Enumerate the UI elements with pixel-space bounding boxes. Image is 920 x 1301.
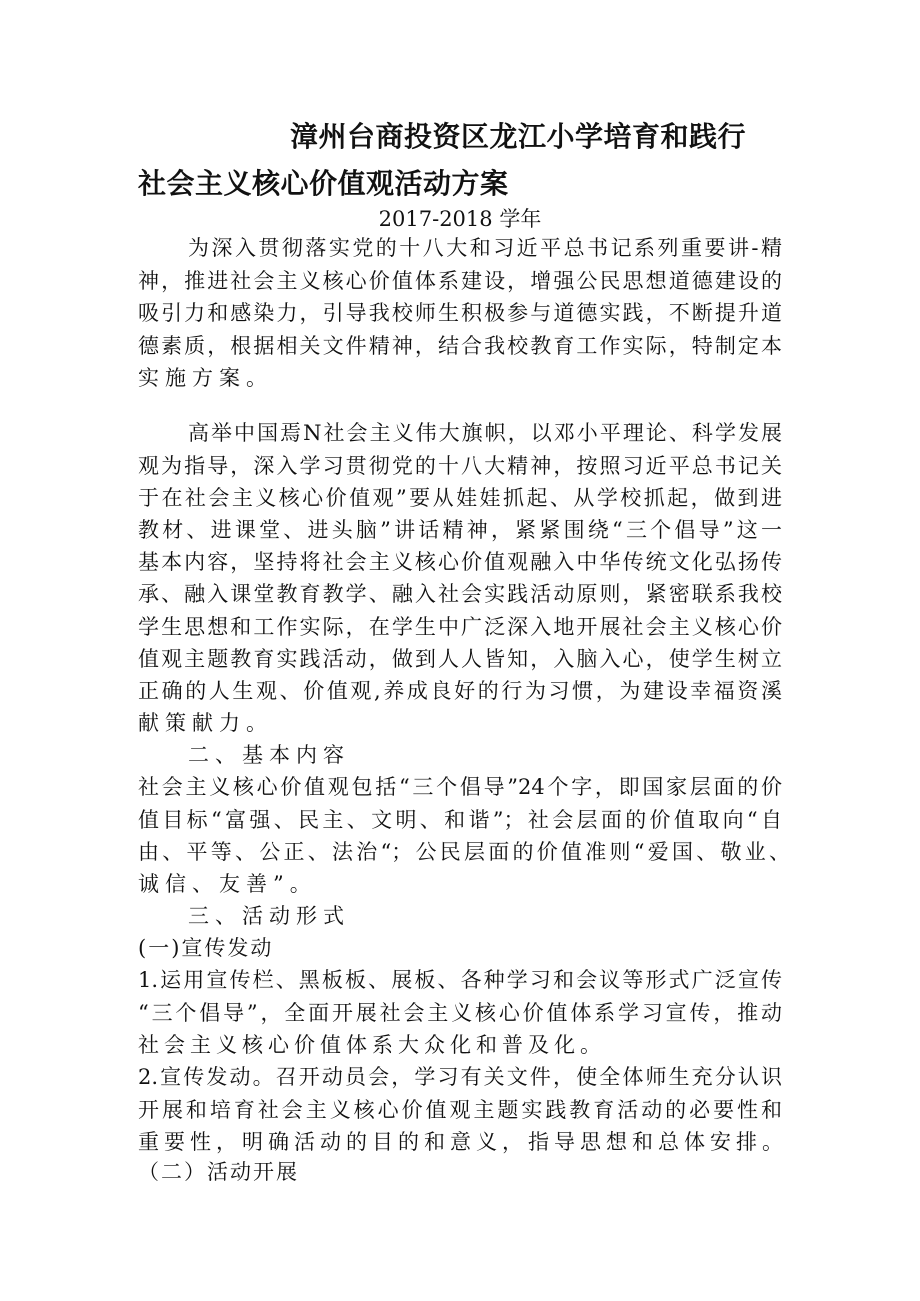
text-line: 教材、进课堂、进头脑”讲话精神，紧紧围绕“三个倡导”这一: [138, 518, 782, 542]
text-line: 献策献力。: [138, 711, 273, 735]
text-line: 于在社会主义核心价值观”要从娃娃抓起、从学校抓起，做到进: [138, 486, 782, 510]
text-line: 值目标“富强、民主、文明、和谐”；社会层面的价值取向“自: [138, 808, 782, 832]
text-line: 德素质，根据相关文件精神，结合我校教育工作实际，特制定本: [138, 334, 782, 358]
title-line-1: 漳州台商投资区龙江小学培育和践行: [290, 120, 747, 153]
text-line: “三个倡导”，全面开展社会主义核心价值体系学习宣传，推动: [138, 1001, 782, 1025]
text-line: 2.宣传发动。召开动员会，学习有关文件，使全体师生充分认识: [138, 1065, 782, 1089]
text-line: 社会主义核心价值观包括“三个倡导”24个字，即国家层面的价: [138, 775, 782, 799]
text-line: 由、平等、公正、法治“；公民层面的价值准则“爱国、敬业、: [138, 840, 790, 864]
text-line: 值观主题教育实践活动，做到人人皆知，入脑入心，使学生树立: [138, 647, 782, 671]
text-line: 重要性，明确活动的目的和意义，指导思想和总体安排。: [138, 1130, 788, 1154]
title-line-2: 社会主义核心价值观活动方案: [138, 167, 509, 200]
text-line: 实施方案。: [138, 366, 273, 390]
section-heading: 二、基本内容: [188, 743, 350, 767]
text-line: 高举中国焉N社会主义伟大旗帜，以邓小平理论、科学发展: [188, 421, 782, 445]
text-line: 承、融入课堂教育教学、融入社会实践活动原则，紧密联系我校: [138, 582, 782, 606]
text-line: 为深入贯彻落实党的十八大和习近平总书记系列重要讲-精: [188, 236, 782, 260]
text-line: 正确的人生观、价值观,养成良好的行为习惯，为建设幸福资溪: [138, 679, 782, 703]
text-line: 吸引力和感染力，引导我校师生积极参与道德实践，不断提升道: [138, 301, 782, 325]
text-line: 神，推进社会主义核心价值体系建设，增强公民思想道德建设的: [138, 269, 782, 293]
subsection-heading: （二）活动开展: [138, 1160, 299, 1184]
school-year: 2017-2018 学年: [378, 207, 542, 231]
subsection-heading: (一)宣传发动: [138, 936, 274, 960]
text-line: 1.运用宣传栏、黑板板、展板、各种学习和会议等形式广泛宣传: [138, 968, 782, 992]
section-heading: 三、活动形式: [188, 904, 350, 928]
text-line: 学生思想和工作实际，在学生中广泛深入地开展社会主义核心价: [138, 615, 782, 639]
text-line: 观为指导，深入学习贯彻党的十八大精神，按照习近平总书记关: [138, 454, 782, 478]
text-line: 基本内容，坚持将社会主义核心价值观融入中华传统文化弘扬传: [138, 550, 782, 574]
text-line: 社会主义核心价值体系大众化和普及化。: [138, 1033, 606, 1057]
text-line: 开展和培育社会主义核心价值观主题实践教育活动的必要性和: [138, 1098, 782, 1122]
text-line: 诚信、友善”。: [138, 872, 317, 896]
